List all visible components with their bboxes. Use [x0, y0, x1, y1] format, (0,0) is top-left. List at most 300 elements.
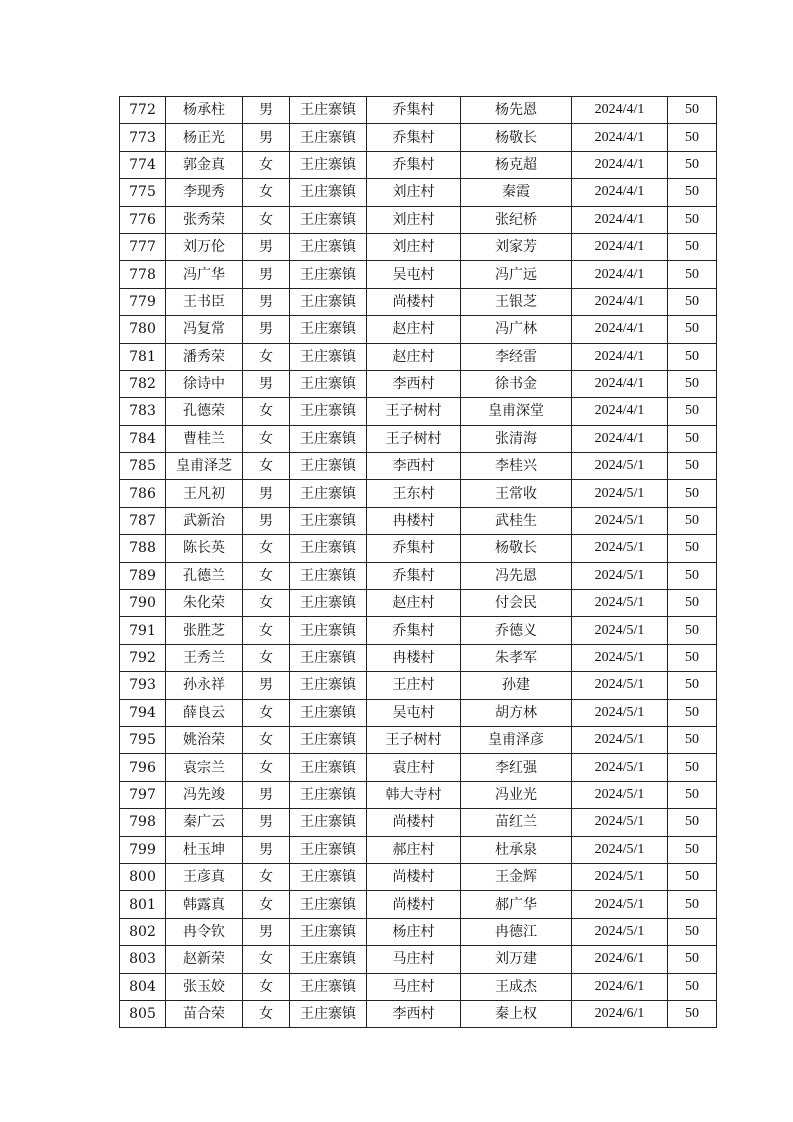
cell-number: 792 — [120, 644, 166, 671]
cell-date: 2024/4/1 — [572, 233, 668, 260]
cell-number: 772 — [120, 97, 166, 124]
cell-village: 王子树村 — [367, 726, 461, 753]
cell-number: 793 — [120, 672, 166, 699]
table-row — [120, 233, 717, 260]
cell-number: 787 — [120, 507, 166, 534]
cell-date: 2024/5/1 — [572, 507, 668, 534]
cell-name: 秦广云 — [166, 809, 243, 836]
cell-town: 王庄寨镇 — [290, 343, 367, 370]
cell-number: 799 — [120, 836, 166, 863]
cell-town: 王庄寨镇 — [290, 453, 367, 480]
cell-village: 杨庄村 — [367, 918, 461, 945]
cell-gender: 女 — [243, 590, 290, 617]
cell-gender: 男 — [243, 809, 290, 836]
cell-village: 王庄村 — [367, 672, 461, 699]
cell-date: 2024/4/1 — [572, 179, 668, 206]
cell-village: 乔集村 — [367, 151, 461, 178]
cell-gender: 女 — [243, 151, 290, 178]
cell-number: 789 — [120, 562, 166, 589]
cell-number: 783 — [120, 398, 166, 425]
cell-amount: 50 — [668, 863, 717, 890]
cell-village: 李西村 — [367, 370, 461, 397]
cell-name: 冉令钦 — [166, 918, 243, 945]
cell-name: 杜玉坤 — [166, 836, 243, 863]
cell-agent: 秦霞 — [461, 179, 572, 206]
cell-agent: 苗红兰 — [461, 809, 572, 836]
cell-village: 吴屯村 — [367, 699, 461, 726]
cell-name: 杨正光 — [166, 124, 243, 151]
table-row — [120, 644, 717, 671]
cell-amount: 50 — [668, 617, 717, 644]
cell-village: 赵庄村 — [367, 316, 461, 343]
cell-village: 乔集村 — [367, 617, 461, 644]
table-row — [120, 672, 717, 699]
cell-name: 张胜芝 — [166, 617, 243, 644]
cell-village: 袁庄村 — [367, 754, 461, 781]
cell-agent: 秦上权 — [461, 1000, 572, 1027]
cell-amount: 50 — [668, 480, 717, 507]
cell-date: 2024/4/1 — [572, 316, 668, 343]
cell-name: 陈长英 — [166, 535, 243, 562]
cell-amount: 50 — [668, 891, 717, 918]
cell-name: 孔德兰 — [166, 562, 243, 589]
cell-date: 2024/5/1 — [572, 891, 668, 918]
cell-name: 潘秀荣 — [166, 343, 243, 370]
cell-number: 796 — [120, 754, 166, 781]
cell-agent: 刘家芳 — [461, 233, 572, 260]
table-row — [120, 863, 717, 890]
cell-date: 2024/6/1 — [572, 973, 668, 1000]
cell-number: 774 — [120, 151, 166, 178]
cell-date: 2024/5/1 — [572, 699, 668, 726]
cell-agent: 杜承泉 — [461, 836, 572, 863]
cell-village: 刘庄村 — [367, 179, 461, 206]
cell-date: 2024/5/1 — [572, 453, 668, 480]
table-row — [120, 946, 717, 973]
cell-agent: 孙建 — [461, 672, 572, 699]
cell-town: 王庄寨镇 — [290, 973, 367, 1000]
cell-number: 800 — [120, 863, 166, 890]
cell-gender: 女 — [243, 398, 290, 425]
cell-gender: 男 — [243, 124, 290, 151]
cell-date: 2024/5/1 — [572, 535, 668, 562]
table-row — [120, 425, 717, 452]
table-row — [120, 918, 717, 945]
cell-number: 801 — [120, 891, 166, 918]
table-row — [120, 726, 717, 753]
table-row — [120, 261, 717, 288]
cell-agent: 杨敬长 — [461, 124, 572, 151]
cell-amount: 50 — [668, 261, 717, 288]
cell-name: 姚治荣 — [166, 726, 243, 753]
cell-date: 2024/4/1 — [572, 425, 668, 452]
cell-town: 王庄寨镇 — [290, 97, 367, 124]
cell-village: 吴屯村 — [367, 261, 461, 288]
cell-amount: 50 — [668, 726, 717, 753]
cell-village: 王东村 — [367, 480, 461, 507]
cell-date: 2024/4/1 — [572, 151, 668, 178]
table-row — [120, 535, 717, 562]
cell-amount: 50 — [668, 97, 717, 124]
cell-town: 王庄寨镇 — [290, 863, 367, 890]
cell-gender: 男 — [243, 836, 290, 863]
cell-town: 王庄寨镇 — [290, 562, 367, 589]
cell-date: 2024/5/1 — [572, 863, 668, 890]
cell-agent: 皇甫泽彦 — [461, 726, 572, 753]
cell-agent: 杨敬长 — [461, 535, 572, 562]
cell-number: 784 — [120, 425, 166, 452]
cell-agent: 王金辉 — [461, 863, 572, 890]
cell-date: 2024/5/1 — [572, 480, 668, 507]
cell-gender: 男 — [243, 672, 290, 699]
cell-name: 李现秀 — [166, 179, 243, 206]
cell-name: 薛良云 — [166, 699, 243, 726]
cell-amount: 50 — [668, 809, 717, 836]
cell-name: 皇甫泽芝 — [166, 453, 243, 480]
cell-gender: 女 — [243, 726, 290, 753]
cell-gender: 男 — [243, 261, 290, 288]
cell-agent: 武桂生 — [461, 507, 572, 534]
cell-date: 2024/6/1 — [572, 946, 668, 973]
cell-village: 尚楼村 — [367, 288, 461, 315]
cell-town: 王庄寨镇 — [290, 151, 367, 178]
cell-number: 791 — [120, 617, 166, 644]
cell-amount: 50 — [668, 781, 717, 808]
cell-date: 2024/5/1 — [572, 644, 668, 671]
table-row — [120, 590, 717, 617]
cell-amount: 50 — [668, 672, 717, 699]
cell-agent: 乔德义 — [461, 617, 572, 644]
cell-gender: 女 — [243, 562, 290, 589]
cell-date: 2024/5/1 — [572, 726, 668, 753]
cell-name: 冯先竣 — [166, 781, 243, 808]
cell-amount: 50 — [668, 343, 717, 370]
cell-agent: 王成杰 — [461, 973, 572, 1000]
cell-number: 805 — [120, 1000, 166, 1027]
cell-town: 王庄寨镇 — [290, 179, 367, 206]
table-row — [120, 507, 717, 534]
cell-village: 郝庄村 — [367, 836, 461, 863]
cell-number: 779 — [120, 288, 166, 315]
cell-date: 2024/4/1 — [572, 398, 668, 425]
cell-village: 李西村 — [367, 453, 461, 480]
cell-town: 王庄寨镇 — [290, 206, 367, 233]
roster-table — [119, 96, 717, 1028]
cell-agent: 王常收 — [461, 480, 572, 507]
table-row — [120, 781, 717, 808]
cell-gender: 女 — [243, 644, 290, 671]
cell-number: 775 — [120, 179, 166, 206]
cell-agent: 李经雷 — [461, 343, 572, 370]
cell-amount: 50 — [668, 590, 717, 617]
cell-date: 2024/4/1 — [572, 261, 668, 288]
cell-agent: 胡方林 — [461, 699, 572, 726]
cell-village: 尚楼村 — [367, 809, 461, 836]
cell-village: 马庄村 — [367, 973, 461, 1000]
cell-town: 王庄寨镇 — [290, 809, 367, 836]
cell-village: 刘庄村 — [367, 206, 461, 233]
cell-number: 803 — [120, 946, 166, 973]
cell-agent: 冯广林 — [461, 316, 572, 343]
cell-town: 王庄寨镇 — [290, 288, 367, 315]
cell-name: 孔德荣 — [166, 398, 243, 425]
cell-gender: 女 — [243, 973, 290, 1000]
cell-agent: 皇甫深堂 — [461, 398, 572, 425]
cell-village: 冉楼村 — [367, 644, 461, 671]
cell-number: 790 — [120, 590, 166, 617]
cell-amount: 50 — [668, 1000, 717, 1027]
cell-gender: 男 — [243, 918, 290, 945]
cell-date: 2024/4/1 — [572, 370, 668, 397]
cell-amount: 50 — [668, 233, 717, 260]
cell-village: 赵庄村 — [367, 590, 461, 617]
cell-amount: 50 — [668, 918, 717, 945]
cell-gender: 男 — [243, 97, 290, 124]
cell-amount: 50 — [668, 453, 717, 480]
cell-name: 徐诗中 — [166, 370, 243, 397]
cell-name: 朱化荣 — [166, 590, 243, 617]
table-row — [120, 699, 717, 726]
cell-gender: 女 — [243, 754, 290, 781]
cell-town: 王庄寨镇 — [290, 590, 367, 617]
cell-town: 王庄寨镇 — [290, 918, 367, 945]
cell-amount: 50 — [668, 151, 717, 178]
table-row — [120, 370, 717, 397]
cell-date: 2024/5/1 — [572, 562, 668, 589]
cell-date: 2024/5/1 — [572, 617, 668, 644]
table-row — [120, 179, 717, 206]
table-row — [120, 151, 717, 178]
cell-gender: 男 — [243, 480, 290, 507]
cell-amount: 50 — [668, 507, 717, 534]
table-row — [120, 480, 717, 507]
cell-name: 冯广华 — [166, 261, 243, 288]
cell-gender: 男 — [243, 233, 290, 260]
cell-name: 曹桂兰 — [166, 425, 243, 452]
cell-amount: 50 — [668, 836, 717, 863]
table-row — [120, 836, 717, 863]
cell-gender: 男 — [243, 781, 290, 808]
cell-gender: 男 — [243, 507, 290, 534]
cell-amount: 50 — [668, 370, 717, 397]
cell-number: 797 — [120, 781, 166, 808]
cell-date: 2024/5/1 — [572, 672, 668, 699]
cell-date: 2024/4/1 — [572, 206, 668, 233]
cell-name: 刘万伦 — [166, 233, 243, 260]
cell-village: 尚楼村 — [367, 863, 461, 890]
cell-town: 王庄寨镇 — [290, 726, 367, 753]
cell-amount: 50 — [668, 973, 717, 1000]
cell-name: 张玉姣 — [166, 973, 243, 1000]
cell-agent: 冯广远 — [461, 261, 572, 288]
cell-amount: 50 — [668, 124, 717, 151]
cell-gender: 男 — [243, 288, 290, 315]
cell-amount: 50 — [668, 946, 717, 973]
cell-gender: 女 — [243, 343, 290, 370]
cell-village: 乔集村 — [367, 124, 461, 151]
table-row — [120, 97, 717, 124]
cell-agent: 冯业光 — [461, 781, 572, 808]
cell-name: 武新治 — [166, 507, 243, 534]
cell-number: 798 — [120, 809, 166, 836]
cell-village: 王子树村 — [367, 425, 461, 452]
cell-name: 袁宗兰 — [166, 754, 243, 781]
cell-number: 788 — [120, 535, 166, 562]
cell-date: 2024/4/1 — [572, 97, 668, 124]
cell-number: 777 — [120, 233, 166, 260]
cell-name: 张秀荣 — [166, 206, 243, 233]
cell-name: 郭金真 — [166, 151, 243, 178]
cell-agent: 李红强 — [461, 754, 572, 781]
cell-village: 李西村 — [367, 1000, 461, 1027]
cell-date: 2024/5/1 — [572, 781, 668, 808]
cell-gender: 女 — [243, 891, 290, 918]
cell-date: 2024/5/1 — [572, 836, 668, 863]
cell-agent: 张清海 — [461, 425, 572, 452]
cell-name: 韩露真 — [166, 891, 243, 918]
cell-number: 786 — [120, 480, 166, 507]
cell-village: 乔集村 — [367, 535, 461, 562]
table-row — [120, 398, 717, 425]
cell-amount: 50 — [668, 288, 717, 315]
cell-agent: 杨克超 — [461, 151, 572, 178]
cell-amount: 50 — [668, 425, 717, 452]
cell-amount: 50 — [668, 316, 717, 343]
table-row — [120, 562, 717, 589]
cell-village: 尚楼村 — [367, 891, 461, 918]
cell-village: 刘庄村 — [367, 233, 461, 260]
cell-number: 785 — [120, 453, 166, 480]
cell-town: 王庄寨镇 — [290, 754, 367, 781]
cell-gender: 女 — [243, 863, 290, 890]
cell-gender: 女 — [243, 535, 290, 562]
cell-town: 王庄寨镇 — [290, 891, 367, 918]
cell-town: 王庄寨镇 — [290, 316, 367, 343]
cell-amount: 50 — [668, 562, 717, 589]
cell-number: 804 — [120, 973, 166, 1000]
cell-amount: 50 — [668, 206, 717, 233]
cell-agent: 刘万建 — [461, 946, 572, 973]
cell-date: 2024/5/1 — [572, 809, 668, 836]
cell-town: 王庄寨镇 — [290, 836, 367, 863]
cell-gender: 女 — [243, 206, 290, 233]
cell-village: 乔集村 — [367, 97, 461, 124]
roster-body — [120, 97, 717, 1028]
cell-name: 孙永祥 — [166, 672, 243, 699]
cell-village: 韩大寺村 — [367, 781, 461, 808]
table-row — [120, 891, 717, 918]
cell-town: 王庄寨镇 — [290, 1000, 367, 1027]
cell-town: 王庄寨镇 — [290, 617, 367, 644]
cell-amount: 50 — [668, 754, 717, 781]
cell-amount: 50 — [668, 535, 717, 562]
cell-gender: 女 — [243, 453, 290, 480]
cell-number: 778 — [120, 261, 166, 288]
cell-village: 冉楼村 — [367, 507, 461, 534]
cell-agent: 付会民 — [461, 590, 572, 617]
cell-town: 王庄寨镇 — [290, 507, 367, 534]
table-row — [120, 453, 717, 480]
cell-town: 王庄寨镇 — [290, 672, 367, 699]
cell-town: 王庄寨镇 — [290, 946, 367, 973]
cell-name: 王彦真 — [166, 863, 243, 890]
cell-number: 776 — [120, 206, 166, 233]
cell-amount: 50 — [668, 398, 717, 425]
cell-number: 773 — [120, 124, 166, 151]
cell-town: 王庄寨镇 — [290, 699, 367, 726]
cell-gender: 男 — [243, 316, 290, 343]
cell-village: 乔集村 — [367, 562, 461, 589]
cell-number: 781 — [120, 343, 166, 370]
table-row — [120, 1000, 717, 1027]
table-row — [120, 288, 717, 315]
cell-town: 王庄寨镇 — [290, 124, 367, 151]
cell-agent: 郝广华 — [461, 891, 572, 918]
cell-name: 王秀兰 — [166, 644, 243, 671]
cell-agent: 朱孝军 — [461, 644, 572, 671]
cell-name: 王书臣 — [166, 288, 243, 315]
cell-name: 杨承柱 — [166, 97, 243, 124]
table-row — [120, 206, 717, 233]
table-row — [120, 316, 717, 343]
cell-amount: 50 — [668, 179, 717, 206]
cell-gender: 女 — [243, 617, 290, 644]
table-row — [120, 124, 717, 151]
cell-village: 马庄村 — [367, 946, 461, 973]
cell-name: 赵新荣 — [166, 946, 243, 973]
cell-town: 王庄寨镇 — [290, 535, 367, 562]
cell-agent: 杨先恩 — [461, 97, 572, 124]
cell-amount: 50 — [668, 644, 717, 671]
cell-name: 苗合荣 — [166, 1000, 243, 1027]
cell-town: 王庄寨镇 — [290, 425, 367, 452]
table-row — [120, 809, 717, 836]
cell-number: 802 — [120, 918, 166, 945]
cell-gender: 女 — [243, 946, 290, 973]
cell-town: 王庄寨镇 — [290, 370, 367, 397]
cell-gender: 男 — [243, 370, 290, 397]
cell-date: 2024/5/1 — [572, 918, 668, 945]
cell-date: 2024/4/1 — [572, 124, 668, 151]
cell-village: 王子树村 — [367, 398, 461, 425]
cell-town: 王庄寨镇 — [290, 480, 367, 507]
table-row — [120, 617, 717, 644]
cell-date: 2024/4/1 — [572, 288, 668, 315]
cell-gender: 女 — [243, 425, 290, 452]
table-row — [120, 754, 717, 781]
cell-name: 王凡初 — [166, 480, 243, 507]
table-row — [120, 343, 717, 370]
cell-town: 王庄寨镇 — [290, 233, 367, 260]
cell-date: 2024/5/1 — [572, 754, 668, 781]
cell-amount: 50 — [668, 699, 717, 726]
cell-town: 王庄寨镇 — [290, 398, 367, 425]
cell-number: 795 — [120, 726, 166, 753]
cell-agent: 王银芝 — [461, 288, 572, 315]
cell-number: 794 — [120, 699, 166, 726]
cell-name: 冯复常 — [166, 316, 243, 343]
cell-town: 王庄寨镇 — [290, 261, 367, 288]
cell-date: 2024/6/1 — [572, 1000, 668, 1027]
cell-agent: 冉德江 — [461, 918, 572, 945]
cell-agent: 徐书金 — [461, 370, 572, 397]
cell-gender: 女 — [243, 699, 290, 726]
cell-gender: 女 — [243, 1000, 290, 1027]
cell-date: 2024/4/1 — [572, 343, 668, 370]
cell-agent: 张纪桥 — [461, 206, 572, 233]
cell-agent: 李桂兴 — [461, 453, 572, 480]
table-row — [120, 973, 717, 1000]
